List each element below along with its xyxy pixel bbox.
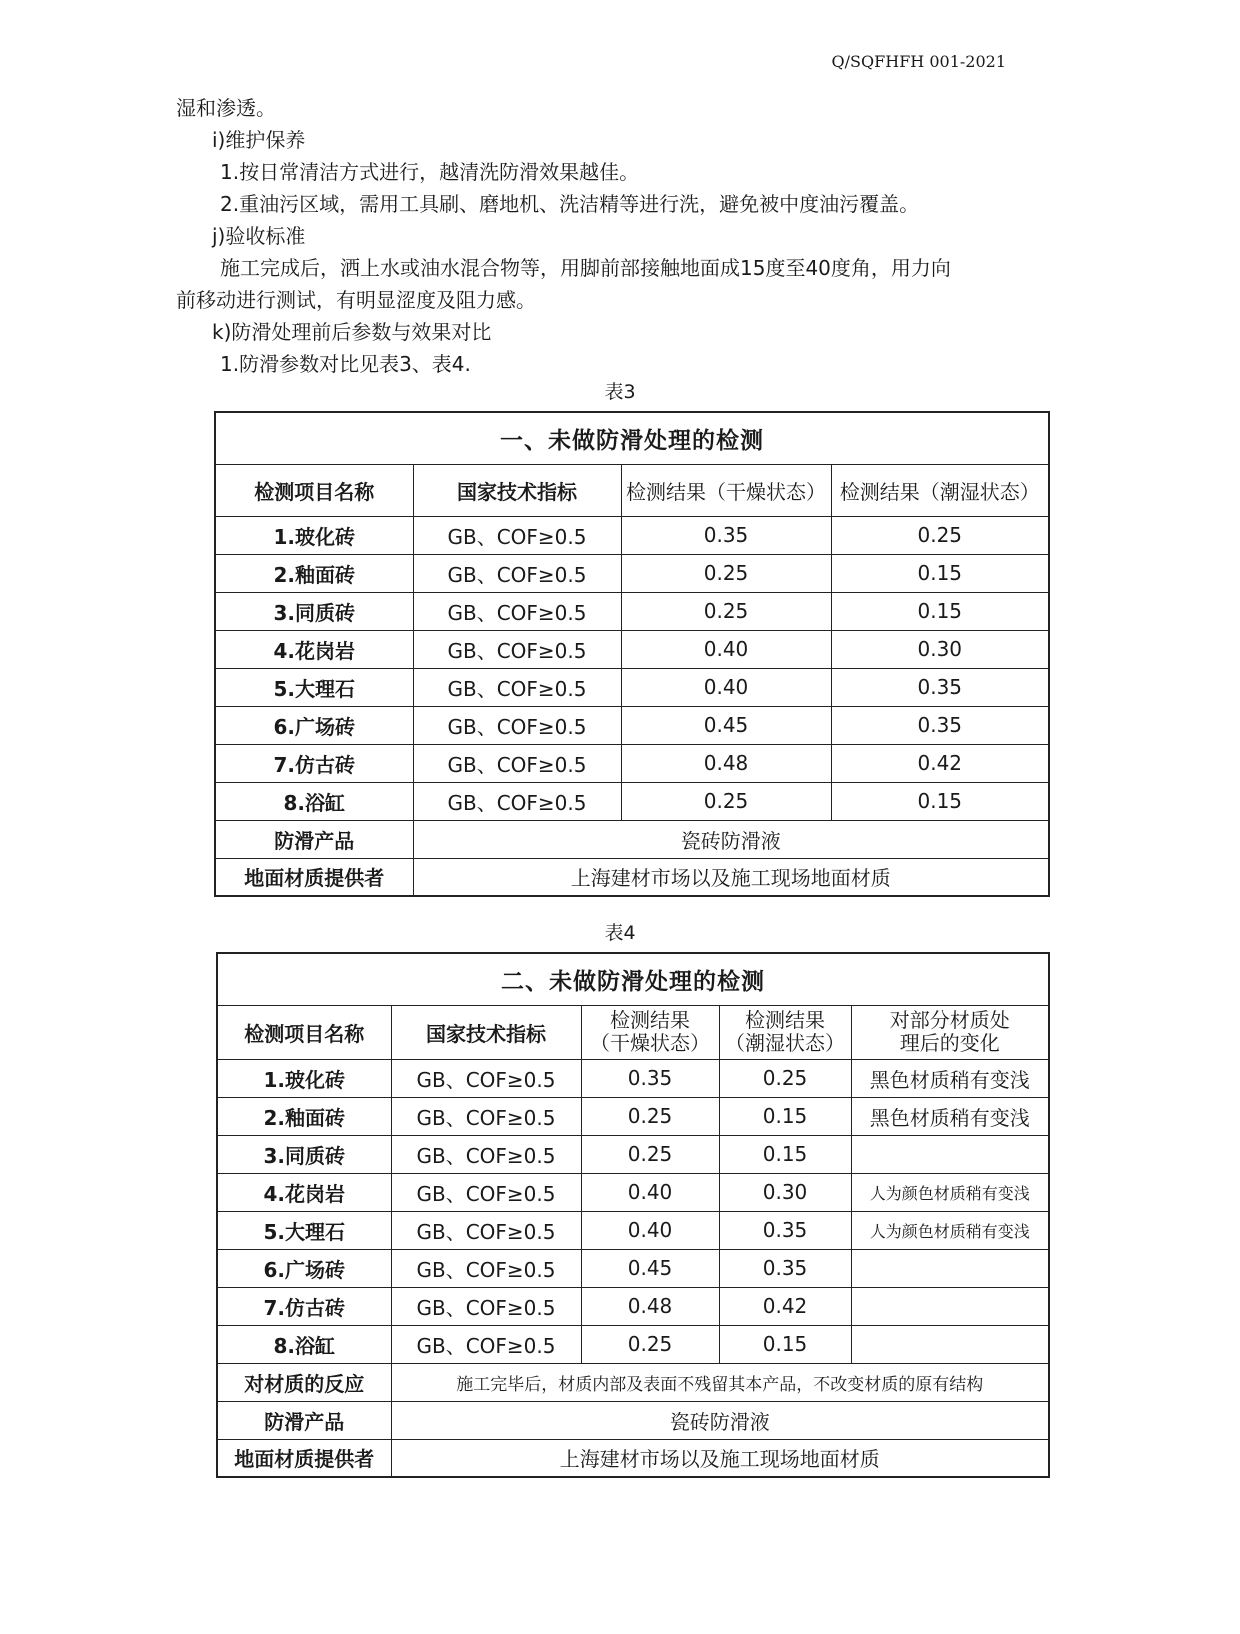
table-row <box>215 744 1049 782</box>
standard-cell: GB、COF≥0.5 <box>413 782 621 820</box>
item-name-cell: 2.釉面砖 <box>215 554 413 592</box>
standard-cell: GB、COF≥0.5 <box>413 744 621 782</box>
section-heading-acceptance: j)验收标准 <box>212 224 306 248</box>
table3-header-name: 检测项目名称 <box>215 464 413 516</box>
standard-cell: GB、COF≥0.5 <box>391 1097 581 1135</box>
table4-header-change <box>851 1005 1049 1059</box>
item-name-cell: 4.花岗岩 <box>217 1173 391 1211</box>
table-row <box>217 1287 1049 1325</box>
table4-caption: 表4 <box>604 922 636 944</box>
change-cell <box>851 1287 1049 1325</box>
wet-result-cell: 0.42 <box>719 1287 851 1325</box>
standard-cell: GB、COF≥0.5 <box>391 1249 581 1287</box>
wet-result-cell: 0.35 <box>831 706 1049 744</box>
standard-cell: GB、COF≥0.5 <box>413 706 621 744</box>
table3-caption: 表3 <box>604 381 636 403</box>
standard-cell: GB、COF≥0.5 <box>413 592 621 630</box>
table-row <box>215 516 1049 554</box>
table-row <box>217 1135 1049 1173</box>
section-heading-comparison: k)防滑处理前后参数与效果对比 <box>212 320 492 344</box>
item-name-cell: 6.广场砖 <box>217 1249 391 1287</box>
section-heading-maintenance: i)维护保养 <box>212 128 306 152</box>
table-row <box>217 1325 1049 1363</box>
item-name-cell: 7.仿古砖 <box>215 744 413 782</box>
paragraph: 前移动进行测试，有明显涩度及阻力感。 <box>176 288 536 312</box>
standard-cell: GB、COF≥0.5 <box>391 1059 581 1097</box>
item-name-cell: 8.浴缸 <box>215 782 413 820</box>
item-name-cell: 6.广场砖 <box>215 706 413 744</box>
wet-result-cell: 0.42 <box>831 744 1049 782</box>
wet-result-cell: 0.35 <box>831 668 1049 706</box>
standard-cell: GB、COF≥0.5 <box>391 1287 581 1325</box>
wet-result-cell: 0.30 <box>831 630 1049 668</box>
dry-result-cell: 0.40 <box>581 1211 719 1249</box>
standard-cell: GB、COF≥0.5 <box>391 1173 581 1211</box>
standard-cell: GB、COF≥0.5 <box>391 1325 581 1363</box>
paragraph: 湿和渗透。 <box>176 96 276 120</box>
wet-result-cell: 0.15 <box>831 554 1049 592</box>
table3-header-wet: 检测结果（潮湿状态） <box>831 464 1049 516</box>
dry-result-cell: 0.45 <box>621 706 831 744</box>
wet-result-cell: 0.15 <box>831 592 1049 630</box>
table4-header-change-line1: 对部分材质处 <box>889 1008 1010 1032</box>
item-name-cell: 5.大理石 <box>215 668 413 706</box>
table4-header-wet-line1: 检测结果 <box>745 1008 825 1032</box>
wet-result-cell: 0.15 <box>719 1097 851 1135</box>
dry-result-cell: 0.25 <box>621 592 831 630</box>
wet-result-cell: 0.35 <box>719 1249 851 1287</box>
table4-provider-label: 地面材质提供者 <box>217 1439 391 1477</box>
table-row <box>217 1059 1049 1097</box>
item-name-cell: 1.玻化砖 <box>217 1059 391 1097</box>
item-name-cell: 5.大理石 <box>217 1211 391 1249</box>
table4-title: 二、未做防滑处理的检测 <box>217 953 1049 1005</box>
dry-result-cell: 0.25 <box>581 1097 719 1135</box>
table4-header-dry <box>581 1005 719 1059</box>
wet-result-cell: 0.25 <box>831 516 1049 554</box>
item-name-cell: 3.同质砖 <box>215 592 413 630</box>
wet-result-cell: 0.15 <box>719 1135 851 1173</box>
change-cell: 黑色材质稍有变浅 <box>851 1059 1049 1097</box>
paragraph: 2.重油污区域，需用工具刷、磨地机、洗洁精等进行洗，避免被中度油污覆盖。 <box>220 192 920 216</box>
standard-cell: GB、COF≥0.5 <box>391 1135 581 1173</box>
table-row <box>217 1097 1049 1135</box>
change-cell <box>851 1135 1049 1173</box>
table4-header-dry-line2: （干燥状态） <box>590 1031 710 1055</box>
table4-provider-value: 上海建材市场以及施工现场地面材质 <box>391 1439 1049 1477</box>
paragraph: 施工完成后，洒上水或油水混合物等，用脚前部接触地面成15度至40度角，用力向 <box>220 256 951 280</box>
table-row <box>215 668 1049 706</box>
table4-header-wet-line2: （潮湿状态） <box>725 1031 845 1055</box>
change-cell: 人为颜色材质稍有变浅 <box>851 1173 1049 1211</box>
table3-header-standard: 国家技术指标 <box>413 464 621 516</box>
table-row <box>217 1173 1049 1211</box>
dry-result-cell: 0.25 <box>581 1135 719 1173</box>
dry-result-cell: 0.48 <box>621 744 831 782</box>
table-row <box>215 706 1049 744</box>
wet-result-cell: 0.15 <box>831 782 1049 820</box>
change-cell <box>851 1249 1049 1287</box>
change-cell: 人为颜色材质稍有变浅 <box>851 1211 1049 1249</box>
wet-result-cell: 0.25 <box>719 1059 851 1097</box>
dry-result-cell: 0.40 <box>621 630 831 668</box>
table-row <box>215 630 1049 668</box>
table4-product-value: 瓷砖防滑液 <box>391 1401 1049 1439</box>
table3-header-dry: 检测结果（干燥状态） <box>621 464 831 516</box>
table3-product-label: 防滑产品 <box>215 820 413 858</box>
table-row <box>215 554 1049 592</box>
table4-product-label: 防滑产品 <box>217 1401 391 1439</box>
dry-result-cell: 0.35 <box>621 516 831 554</box>
standard-cell: GB、COF≥0.5 <box>391 1211 581 1249</box>
table3-provider-label: 地面材质提供者 <box>215 858 413 896</box>
change-cell: 黑色材质稍有变浅 <box>851 1097 1049 1135</box>
item-name-cell: 1.玻化砖 <box>215 516 413 554</box>
table-row <box>215 592 1049 630</box>
table4-header-dry-line1: 检测结果 <box>610 1008 690 1032</box>
table4-header-standard: 国家技术指标 <box>391 1005 581 1059</box>
table4-header-wet <box>719 1005 851 1059</box>
item-name-cell: 2.釉面砖 <box>217 1097 391 1135</box>
dry-result-cell: 0.45 <box>581 1249 719 1287</box>
dry-result-cell: 0.40 <box>621 668 831 706</box>
wet-result-cell: 0.30 <box>719 1173 851 1211</box>
paragraph: 1.按日常清洁方式进行，越清洗防滑效果越佳。 <box>220 160 640 184</box>
body-text <box>176 92 1056 380</box>
table4 <box>216 952 1050 1478</box>
dry-result-cell: 0.25 <box>581 1325 719 1363</box>
table3-product-value: 瓷砖防滑液 <box>413 820 1049 858</box>
dry-result-cell: 0.40 <box>581 1173 719 1211</box>
table4-reaction-label: 对材质的反应 <box>217 1363 391 1401</box>
dry-result-cell: 0.25 <box>621 782 831 820</box>
table4-header-change-line2: 理后的变化 <box>899 1031 1000 1055</box>
table3-provider-value: 上海建材市场以及施工现场地面材质 <box>413 858 1049 896</box>
table-row <box>217 1249 1049 1287</box>
item-name-cell: 7.仿古砖 <box>217 1287 391 1325</box>
table3-title: 一、未做防滑处理的检测 <box>215 412 1049 464</box>
table-row <box>217 1211 1049 1249</box>
item-name-cell: 3.同质砖 <box>217 1135 391 1173</box>
dry-result-cell: 0.35 <box>581 1059 719 1097</box>
standard-cell: GB、COF≥0.5 <box>413 516 621 554</box>
table4-header-name: 检测项目名称 <box>217 1005 391 1059</box>
dry-result-cell: 0.48 <box>581 1287 719 1325</box>
wet-result-cell: 0.15 <box>719 1325 851 1363</box>
change-cell <box>851 1325 1049 1363</box>
document-code: Q/SQFHFH 001-2021 <box>831 52 1006 71</box>
standard-cell: GB、COF≥0.5 <box>413 630 621 668</box>
standard-cell: GB、COF≥0.5 <box>413 668 621 706</box>
paragraph: 1.防滑参数对比见表3、表4. <box>220 352 471 376</box>
dry-result-cell: 0.25 <box>621 554 831 592</box>
wet-result-cell: 0.35 <box>719 1211 851 1249</box>
table4-reaction-value: 施工完毕后，材质内部及表面不残留其本产品，不改变材质的原有结构 <box>391 1363 1049 1401</box>
table3 <box>214 411 1050 897</box>
table-row <box>215 782 1049 820</box>
item-name-cell: 4.花岗岩 <box>215 630 413 668</box>
standard-cell: GB、COF≥0.5 <box>413 554 621 592</box>
item-name-cell: 8.浴缸 <box>217 1325 391 1363</box>
